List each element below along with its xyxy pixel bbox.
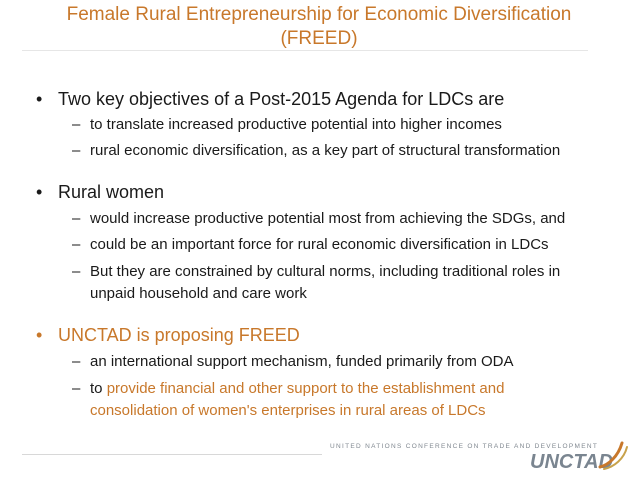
sub-text: an international support mechanism, funded primarily from ODA: [90, 353, 514, 370]
bullet-marker: •: [36, 89, 43, 109]
unctad-swoosh-icon: [596, 437, 630, 471]
sub-text: unpaid household and care work: [90, 285, 307, 302]
sub-text: could be an important force for rural economic diversification in LDCs: [90, 236, 549, 253]
unctad-logo-text: UNCTAD: [530, 451, 613, 473]
bullet-text: Two key objectives of a Post-2015 Agenda for LDCs are: [58, 89, 505, 109]
slide-title-line-2: (FREED): [280, 28, 358, 49]
sub-marker: –: [72, 380, 81, 397]
sub-marker: –: [72, 210, 81, 227]
footer-tagline: UNITED NATIONS CONFERENCE ON TRADE AND DEVELOPMENT: [330, 443, 599, 450]
sub-text: rural economic diversification, as a key part of structural transformation: [90, 142, 561, 159]
sub-text-plain: to: [90, 380, 103, 397]
sub-marker: –: [72, 142, 81, 159]
bullet-text: UNCTAD is proposing FREED: [58, 325, 300, 345]
sub-text: [90, 379, 504, 399]
sub-marker: –: [72, 116, 81, 133]
sub-marker: –: [72, 353, 81, 370]
sub-text-highlight: provide financial and other support to the establishment and: [106, 380, 505, 397]
footer-divider: [22, 454, 322, 455]
sub-marker: –: [72, 236, 81, 253]
sub-text: But they are constrained by cultural norms, including traditional roles in: [90, 263, 561, 280]
sub-text: to translate increased productive potential into higher incomes: [90, 116, 502, 133]
slide-title-line-1: Female Rural Entrepreneurship for Economic Diversification: [66, 4, 572, 25]
bullet-marker: •: [36, 325, 43, 345]
sub-text-highlight: consolidation of women's enterprises in rural areas of LDCs: [90, 402, 486, 419]
sub-marker: –: [72, 263, 81, 280]
sub-text: would increase productive potential most from achieving the SDGs, and: [90, 210, 566, 227]
bullet-text: Rural women: [58, 182, 165, 202]
bullet-marker: •: [36, 182, 43, 202]
